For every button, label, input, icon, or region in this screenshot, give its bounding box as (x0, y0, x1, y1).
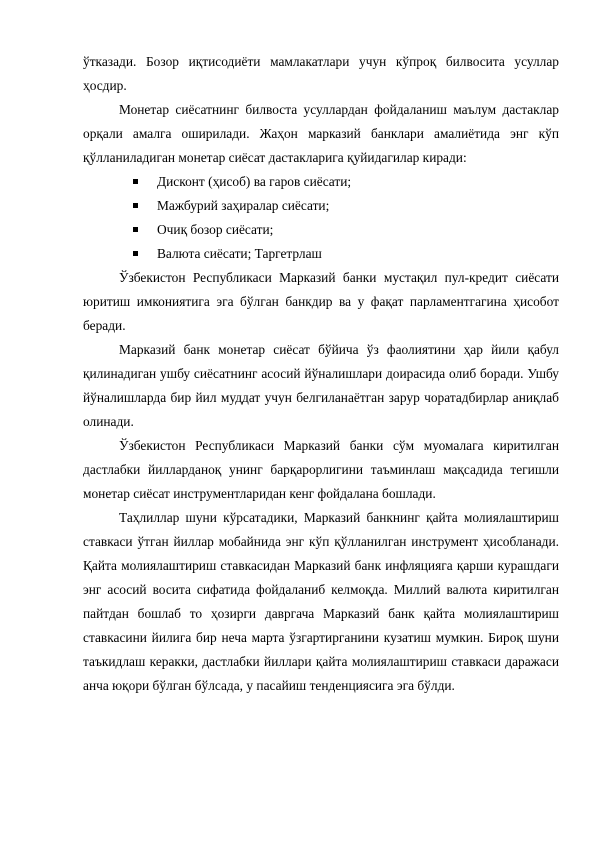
list-item-label: Валюта сиёсати; Таргетрлаш (157, 246, 322, 261)
instrument-list (83, 170, 559, 266)
square-bullet-icon (133, 227, 138, 232)
paragraph-4: Марказий банк монетар сиёсат бўйича ўз фаолиятини ҳар йили қабул қилинадиган ушбу сиёсатнинг асосий йўналишлари доирасида олиб боради. Ушбу йўналишларда бир йил муддат учун белгиланаётган зарур чоратадбирлар аниқлаб олинади. (83, 342, 559, 429)
square-bullet-icon (133, 251, 138, 256)
list-item (83, 194, 559, 218)
list-item-label: Мажбурий заҳиралар сиёсати; (157, 198, 330, 213)
list-item (83, 170, 559, 194)
document-page (83, 50, 559, 698)
list-item (83, 218, 559, 242)
paragraph-5: Ўзбекистон Республикаси Марказий банки сўм муомалага киритилган дастлабки йилларданоқ унинг барқарорлигини таъминлаш мақсадида тегишли монетар сиёсат инструментларидан кенг фойдалана бошлади. (83, 438, 559, 501)
paragraph-6: Таҳлиллар шуни кўрсатадики, Марказий банкнинг қайта молиялаштириш ставкаси ўтган йиллар мобайнида энг кўп қўлланилган инструмент ҳисобланади. Қайта молиялаштириш ставкасидан Марказий банк инфляцияга қарши курашдаги энг асосий восита сифатида фойдаланиб келмоқда. Миллий валюта киритилган пайтдан бошлаб то ҳозирги давргача Марказий банк қайта молиялаштириш ставкасини йилига бир неча марта ўзгартирганини кузатиш мумкин. Бироқ шуни таъкидлаш керакки, дастлабки йиллари қайта молиялаштириш ставкаси даражаси анча юқори бўлган бўлсада, у пасайиш тенденциясига эга бўлди. (83, 510, 559, 693)
list-item-label: Очиқ бозор сиёсати; (157, 222, 274, 237)
list-item (83, 242, 559, 266)
paragraph-2: Монетар сиёсатнинг билвоста усуллардан фойдаланиш маълум дастаклар орқали амалга оширилади. Жаҳон марказий банклари амалиётида энг кўп қўлланиладиган монетар сиёсат дастакларига қуйидагилар киради: (83, 102, 559, 165)
paragraph-3: Ўзбекистон Республикаси Марказий банки мустақил пул-кредит сиёсати юритиш имкониятига эга бўлган банкдир ва у фақат парламентгагина ҳисобот беради. (83, 270, 559, 333)
list-item-label: Дисконт (ҳисоб) ва гаров сиёсати; (157, 174, 352, 189)
paragraph-1: ўтказади. Бозор иқтисодиёти мамлакатлари учун кўпроқ билвосита усуллар ҳосдир. (83, 54, 559, 93)
square-bullet-icon (133, 203, 138, 208)
square-bullet-icon (133, 179, 138, 184)
